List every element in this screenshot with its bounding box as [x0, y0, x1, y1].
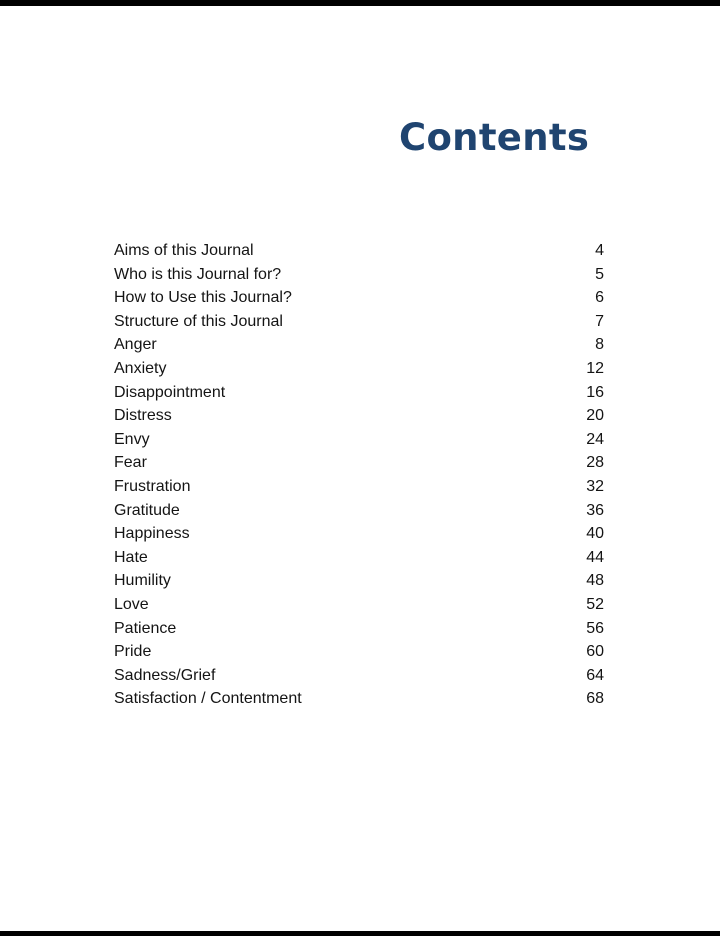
toc-entry-page: 48 [586, 572, 604, 590]
toc-entry [114, 664, 604, 688]
toc-entry-label: How to Use this Journal? [114, 289, 292, 307]
toc-entry [114, 428, 604, 452]
toc-entry [114, 404, 604, 428]
toc-entry [114, 499, 604, 523]
toc-entry-page: 68 [586, 690, 604, 708]
toc-entry-label: Hate [114, 548, 148, 566]
toc-entry-label: Gratitude [114, 501, 180, 519]
toc-entry-page: 52 [586, 595, 604, 613]
toc-entry-label: Pride [114, 643, 152, 661]
toc-entry [114, 593, 604, 617]
toc-entry-label: Distress [114, 407, 172, 425]
toc-entry [114, 239, 604, 263]
toc-entry [114, 310, 604, 334]
toc-entry-label: Anger [114, 336, 157, 354]
toc-entry [114, 522, 604, 546]
toc-entry-page: 40 [586, 525, 604, 543]
toc-entry-label: Who is this Journal for? [114, 265, 282, 283]
toc-entry-page: 56 [586, 619, 604, 637]
toc-entry-label: Envy [114, 430, 150, 448]
toc-entry-page: 60 [586, 643, 604, 661]
toc-entry-label: Aims of this Journal [114, 242, 254, 259]
toc-entry-label: Disappointment [114, 383, 226, 401]
toc-entry [114, 569, 604, 593]
toc-entry [114, 333, 604, 357]
toc-entry-label: Humility [114, 572, 171, 590]
toc-entry [114, 357, 604, 381]
toc-entry [114, 263, 604, 287]
toc-entry-page: 16 [586, 383, 604, 401]
toc-entry-label: Fear [114, 454, 147, 472]
toc-entry-page: 20 [586, 407, 604, 425]
toc-entry-page: 32 [586, 477, 604, 495]
toc-entry [114, 286, 604, 310]
toc-entry-label: Patience [114, 619, 177, 637]
document-page [0, 6, 720, 931]
toc-entry-page: 28 [586, 454, 604, 472]
toc-entry-page: 5 [595, 265, 604, 283]
toc-entry [114, 617, 604, 641]
toc-entry-page: 12 [586, 359, 604, 377]
toc-entry [114, 687, 604, 711]
toc-entry-page: 64 [586, 666, 604, 684]
toc-entry-page: 8 [595, 336, 604, 354]
toc-entry-page: 36 [586, 501, 604, 519]
toc-entry [114, 640, 604, 664]
toc-entry-page: 44 [586, 548, 604, 566]
table-of-contents [114, 239, 604, 711]
toc-entry-label: Happiness [114, 525, 190, 543]
bottom-border [0, 931, 720, 936]
toc-entry-label: Sadness/Grief [114, 666, 216, 684]
toc-entry-label: Satisfaction / Contentment [114, 690, 302, 708]
toc-entry-label: Love [114, 595, 149, 613]
toc-entry-page: 7 [595, 312, 604, 330]
toc-entry-page: 24 [586, 430, 604, 448]
toc-entry [114, 381, 604, 405]
toc-entry [114, 546, 604, 570]
toc-entry-page: 6 [595, 289, 604, 307]
page-title: Contents [399, 116, 590, 159]
toc-entry [114, 475, 604, 499]
toc-entry-label: Structure of this Journal [114, 312, 283, 330]
toc-entry-label: Frustration [114, 477, 191, 495]
toc-entry-label: Anxiety [114, 359, 167, 377]
toc-entry [114, 451, 604, 475]
toc-entry-page: 4 [595, 242, 604, 259]
